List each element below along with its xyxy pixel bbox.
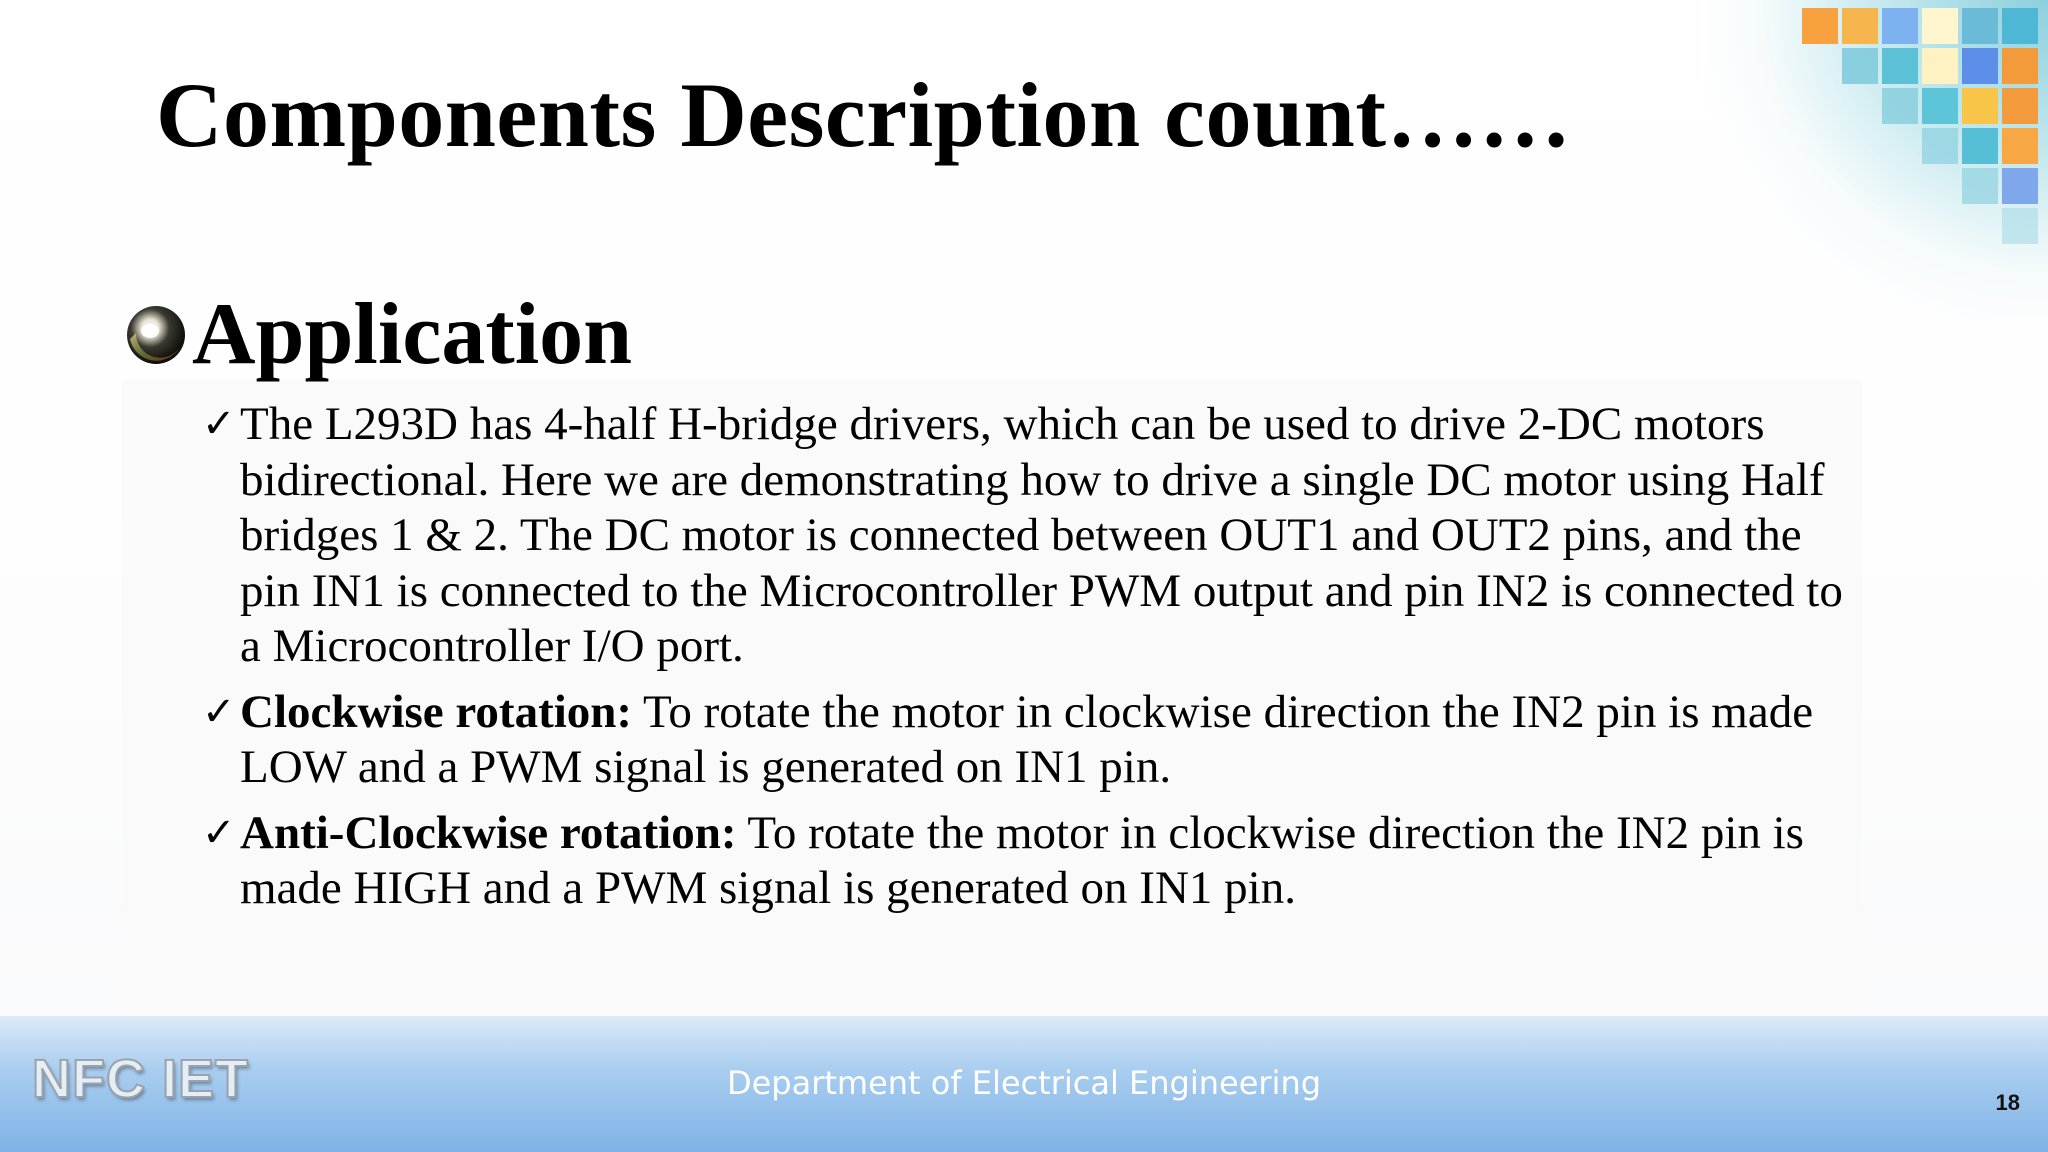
bullet-text: To rotate the motor in clockwise direction the IN2 pin is made HIGH and a PWM signal is generated on IN1 pin.: [240, 806, 1804, 914]
bullet-item: [202, 685, 1862, 796]
institute-logo: NFC IET: [32, 1049, 249, 1109]
check-icon: ✓: [202, 688, 236, 735]
page-number: 18: [1995, 1090, 2020, 1115]
bullet-text: The L293D has 4-half H-bridge drivers, which can be used to drive 2-DC motors bidirectional. Here we are demonstrating how to drive a single DC motor using Half bridges 1 & 2. The DC motor is connected between OUT1 and OUT2 pins, and the pin IN1 is connected to the Microcontroller PWM output and pin IN2 is connected to a Microcontroller I/O port.: [240, 398, 1843, 672]
mosaic-tile: [1962, 88, 1998, 124]
mosaic-tile: [1922, 88, 1958, 124]
mosaic-tile: [1842, 48, 1878, 84]
mosaic-tile: [2002, 208, 2038, 244]
mosaic-tile: [1962, 128, 1998, 164]
department-name: Department of Electrical Engineering: [726, 1064, 1322, 1102]
bullet-lead: Clockwise rotation:: [240, 685, 633, 738]
mosaic-tile: [1882, 88, 1918, 124]
mosaic-tile: [1922, 128, 1958, 164]
bullet-lead: Anti-Clockwise rotation:: [240, 806, 737, 859]
bullet-text: To rotate the motor in clockwise direction the IN2 pin is made LOW and a PWM signal is generated on IN1 pin.: [240, 685, 1814, 793]
mosaic-tile: [2002, 8, 2038, 44]
bullet-item: [202, 397, 1862, 675]
mosaic-tile: [2002, 48, 2038, 84]
mosaic-tile: [2002, 128, 2038, 164]
globe-bullet-icon: [124, 303, 188, 367]
check-icon: ✓: [202, 401, 236, 447]
check-icon: ✓: [202, 809, 236, 856]
mosaic-tile: [1962, 48, 1998, 84]
mosaic-tile: [1922, 8, 1958, 44]
mosaic-tile: [1962, 168, 1998, 204]
bullet-list: [202, 397, 1862, 927]
mosaic-tile: [2002, 88, 2038, 124]
slide-title: Components Description count……: [156, 64, 1572, 166]
footer-bar: [0, 1016, 2048, 1152]
mosaic-tile: [2002, 168, 2038, 204]
mosaic-tile: [1882, 48, 1918, 84]
mosaic-tile: [1802, 8, 1838, 44]
section-heading: Application: [192, 286, 633, 383]
bullet-item: [202, 806, 1862, 917]
corner-mosaic-decoration: [1708, 0, 2048, 320]
mosaic-tile: [1922, 48, 1958, 84]
mosaic-tile: [1842, 8, 1878, 44]
mosaic-tile: [1882, 8, 1918, 44]
mosaic-tile: [1962, 8, 1998, 44]
